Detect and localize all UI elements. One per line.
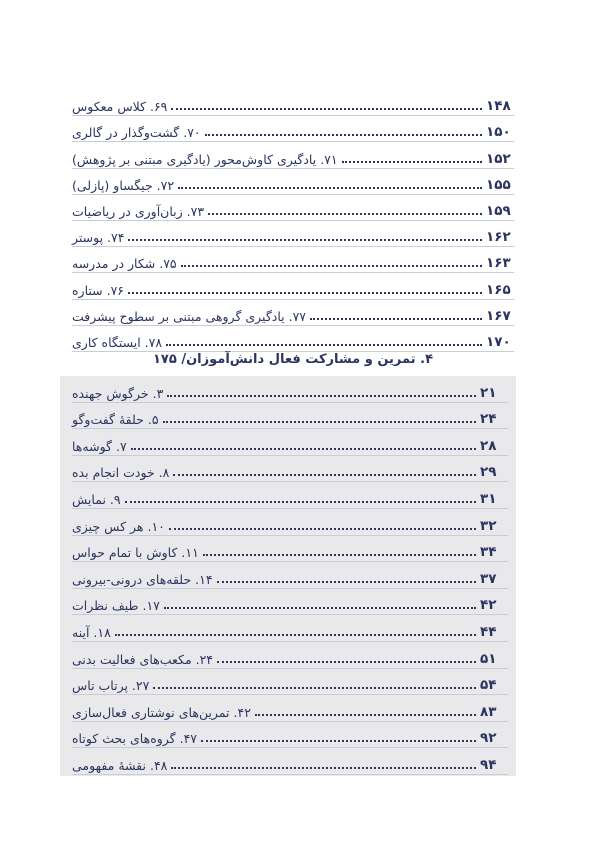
toc-entry-title: ۲۴. مکعب‌های فعالیت بدنی [72, 651, 214, 667]
toc-entry[interactable] [72, 221, 514, 247]
dot-leader [115, 634, 476, 636]
dot-leader [310, 318, 482, 320]
toc-entry-title: ۱۰. هر کس چیزی [72, 518, 165, 534]
dot-leader [167, 395, 476, 397]
toc-entry-page: ۱۵۰ [486, 124, 511, 141]
toc-entry[interactable] [72, 90, 514, 116]
toc-entry[interactable] [72, 509, 508, 536]
toc-entry[interactable] [72, 169, 514, 195]
toc-entry-page: ۵۱ [480, 650, 497, 667]
toc-entry-page: ۱۵۲ [486, 150, 511, 167]
toc-entry[interactable] [72, 116, 514, 142]
toc-entry-title: ۱۷. طیف نظرات [72, 598, 160, 614]
dot-leader [128, 239, 482, 241]
toc-entry[interactable] [72, 376, 508, 403]
toc-entry-page: ۱۶۵ [486, 281, 511, 298]
toc-entry-page: ۱۷۰ [486, 333, 511, 350]
dot-leader [163, 421, 476, 423]
dot-leader [178, 187, 482, 189]
toc-entry-title: ۷۸. ایستگاه کاری [72, 334, 163, 350]
toc-entry[interactable] [72, 195, 514, 221]
toc-entry-title: ۷۴. پوستر [72, 230, 125, 246]
toc-entry-page: ۹۲ [480, 730, 497, 747]
dot-leader [255, 714, 476, 716]
toc-entry-page: ۹۴ [480, 756, 497, 773]
toc-entry-title: ۷۷. یادگیری گروهی مبتنی بر سطوح پیشرفت [72, 308, 307, 324]
toc-entry[interactable] [72, 456, 508, 483]
toc-entry-page: ۱۶۲ [486, 229, 511, 246]
toc-entry-page: ۱۵۵ [486, 176, 511, 193]
toc-entry[interactable] [72, 536, 508, 563]
toc-entry-title: ۳. خرگوش جهنده [72, 385, 164, 401]
toc-entry-title: ۵. حلقهٔ گفت‌وگو [72, 412, 159, 428]
toc-entry-title: ۱۴. حلقه‌های درونی-بیرونی [72, 571, 213, 587]
toc-section-1 [72, 90, 514, 352]
dot-leader [173, 474, 476, 476]
toc-entry-title: ۷۲. جیگساو (پازلی) [72, 177, 175, 193]
toc-entry-title: ۴۸. نقشهٔ مفهومی [72, 757, 168, 773]
toc-section-2 [72, 376, 508, 776]
toc-entry[interactable] [72, 562, 508, 589]
toc-entry-page: ۳۴ [480, 544, 497, 561]
dot-leader [128, 292, 482, 294]
dot-leader [164, 607, 476, 609]
toc-entry-page: ۱۶۳ [486, 255, 511, 272]
dot-leader [217, 661, 476, 663]
toc-entry-title: ۱۱. کاوش با تمام حواس [72, 545, 199, 561]
toc-entry-title: ۴۷. گروه‌های بحث کوتاه [72, 731, 198, 747]
toc-entry-page: ۲۴ [480, 411, 497, 428]
toc-entry-page: ۱۶۷ [486, 307, 511, 324]
toc-entry[interactable] [72, 300, 514, 326]
dot-leader [171, 767, 476, 769]
toc-entry-page: ۸۳ [480, 703, 497, 720]
section-heading: ۴. تمرین و مشارکت فعال دانش‌آموزان/ ۱۷۵ [153, 352, 433, 367]
dot-leader [342, 161, 482, 163]
toc-entry[interactable] [72, 695, 508, 722]
toc-entry[interactable] [72, 722, 508, 749]
toc-entry-page: ۲۱ [480, 384, 497, 401]
toc-entry-title: ۹. نمایش [72, 491, 121, 507]
toc-entry-title: ۲۷. پرتاب تاس [72, 678, 150, 694]
dot-leader [166, 344, 482, 346]
toc-entry-page: ۲۸ [480, 437, 497, 454]
toc-entry-title: ۱۸. آینه [72, 624, 111, 640]
dot-leader [171, 108, 482, 110]
toc-entry[interactable] [72, 589, 508, 616]
toc-entry-title: ۶۹. کلاس معکوس [72, 99, 168, 115]
toc-entry-page: ۵۴ [480, 677, 497, 694]
dot-leader [125, 501, 476, 503]
dot-leader [181, 265, 482, 267]
toc-entry-page: ۱۴۸ [486, 98, 511, 115]
toc-entry-title: ۴۲. تمرین‌های نوشتاری فعال‌سازی [72, 704, 251, 720]
toc-entry-title: ۷۱. یادگیری کاوش‌محور (یادگیری مبتنی بر پژوهش) [72, 151, 338, 167]
toc-entry[interactable] [72, 403, 508, 430]
toc-entry[interactable] [72, 273, 514, 299]
toc-entry-title: ۷۶. ستاره [72, 282, 125, 298]
dot-leader [131, 448, 476, 450]
dot-leader [169, 528, 476, 530]
toc-entry-title: ۷۳. زبان‌آوری در ریاضیات [72, 203, 205, 219]
dot-leader [203, 554, 476, 556]
toc-entry[interactable] [72, 482, 508, 509]
toc-entry-title: ۷. گوشه‌ها [72, 438, 127, 454]
toc-entry-page: ۲۹ [480, 464, 497, 481]
toc-entry[interactable] [72, 642, 508, 669]
toc-entry-page: ۳۱ [480, 490, 497, 507]
toc-entry[interactable] [72, 142, 514, 168]
dot-leader [201, 740, 476, 742]
toc-entry-page: ۱۵۹ [486, 202, 511, 219]
toc-entry[interactable] [72, 247, 514, 273]
toc-entry-page: ۳۷ [480, 570, 497, 587]
toc-entry-title: ۸. خودت انجام بده [72, 465, 170, 481]
dot-leader [208, 213, 482, 215]
toc-entry[interactable] [72, 615, 508, 642]
toc-entry-page: ۳۲ [480, 517, 497, 534]
dot-leader [205, 134, 482, 136]
toc-entry[interactable] [72, 669, 508, 696]
dot-leader [153, 687, 476, 689]
dot-leader [217, 581, 476, 583]
toc-entry-title: ۷۵. شکار در مدرسه [72, 256, 177, 272]
toc-entry[interactable] [72, 748, 508, 775]
toc-entry[interactable] [72, 326, 514, 352]
toc-entry[interactable] [72, 429, 508, 456]
toc-entry-page: ۴۲ [480, 597, 497, 614]
toc-entry-page: ۴۴ [480, 623, 497, 640]
toc-entry-title: ۷۰. گشت‌وگذار در گالری [72, 125, 201, 141]
